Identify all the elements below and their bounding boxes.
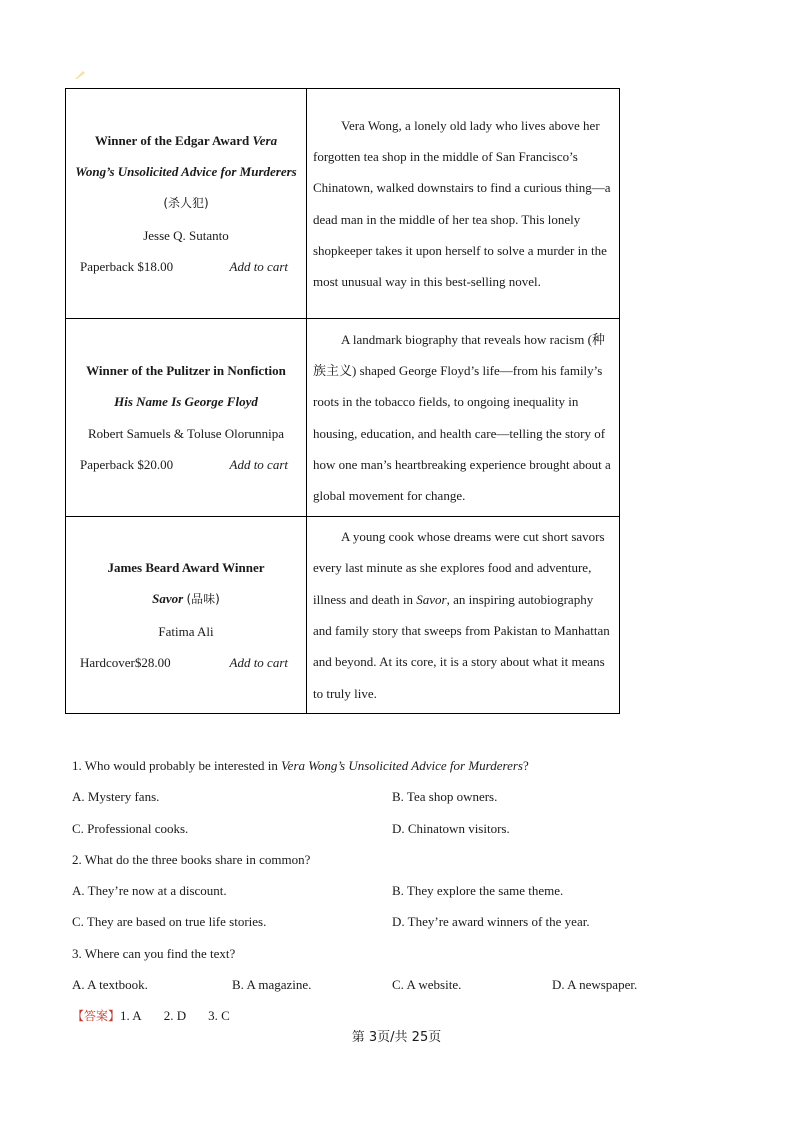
book-row-2	[66, 319, 620, 517]
q3-option-a: A. A textbook.	[72, 977, 148, 993]
question-1: 1. Who would probably be interested in Vera Wong’s Unsolicited Advice for Murderers?	[72, 758, 529, 773]
book-award: Winner of the Edgar Award	[94, 132, 250, 148]
book-info-2	[66, 319, 307, 517]
book-author: Robert Samuels & Toluse Olorunnipa	[88, 425, 284, 441]
book-description-3	[307, 517, 620, 714]
book-title: Savor	[152, 591, 184, 607]
book-info-1	[66, 89, 307, 319]
book-description: A landmark biography that reveals how racism (种族主义) shaped George Floyd’s life—from his family’s roots in the tobacco fields, to ongoing inequality in housing, education, and health care—telling the story of how one man’s heartbreaking experience brought about a global movement for change.	[313, 331, 611, 504]
book-row-1	[66, 89, 620, 319]
book-title-cn: (杀人犯)	[163, 196, 209, 211]
book-description-2	[307, 319, 620, 517]
question-3: 3. Where can you find the text?	[72, 945, 236, 961]
corner-mark-icon	[74, 68, 86, 80]
book-author: Fatima Ali	[158, 623, 214, 639]
q3-option-b: B. A magazine.	[232, 977, 312, 993]
books-table	[65, 88, 620, 714]
book-description-1	[307, 89, 620, 319]
book-award: Winner of the Pulitzer in Nonfiction	[86, 362, 286, 378]
q2-option-b: B. They explore the same theme.	[392, 883, 564, 899]
answer-item: 3. C	[208, 1008, 230, 1024]
question-2: 2. What do the three books share in common?	[72, 851, 311, 867]
book-author: Jesse Q. Sutanto	[143, 227, 229, 243]
book-price: Hardcover$28.00	[80, 654, 171, 670]
book-description: Vera Wong, a lonely old lady who lives above her forgotten tea shop in the middle of San Francisco’s Chinatown, walked downstairs to find a curious thing—a dead man in the middle of her tea shop. This lonely shopkeeper takes it upon herself to solve a murder in the most unusual way in this best-selling novel.	[313, 117, 611, 290]
book-award: James Beard Award Winner	[107, 559, 265, 575]
book-description: A young cook whose dreams were cut short savors every last minute as she explores food and adventure, illness and death in Savor, an inspiring autobiography and family story that sweeps from Pakistan to Manhattan and beyond. At its core, it is a story about what it means to truly live.	[313, 529, 610, 701]
q2-option-a: A. They’re now at a discount.	[72, 883, 227, 899]
add-to-cart-link[interactable]: Add to cart	[229, 258, 288, 274]
answer-label: 【答案】	[72, 1009, 121, 1024]
q3-option-c: C. A website.	[392, 977, 462, 993]
book-price: Paperback $20.00	[80, 456, 174, 472]
add-to-cart-link[interactable]: Add to cart	[229, 456, 288, 472]
book-price: Paperback $18.00	[80, 258, 174, 274]
add-to-cart-link[interactable]: Add to cart	[229, 654, 288, 670]
book-title-cn: (品味)	[186, 592, 220, 607]
q2-option-d: D. They’re award winners of the year.	[392, 914, 590, 930]
book-row-3	[66, 517, 620, 714]
q2-option-c: C. They are based on true life stories.	[72, 914, 267, 930]
q1-option-b: B. Tea shop owners.	[392, 789, 498, 805]
q1-option-a: A. Mystery fans.	[72, 789, 160, 805]
answer-item: 1. A	[120, 1008, 142, 1024]
answer-item: 2. D	[163, 1008, 187, 1024]
page-footer: 第 3页/共 25页	[351, 1030, 442, 1045]
q1-option-c: C. Professional cooks.	[72, 820, 189, 836]
questions-section	[72, 750, 712, 1032]
book-info-3	[66, 517, 307, 714]
book-title: His Name Is George Floyd	[114, 394, 258, 410]
q3-option-d: D. A newspaper.	[552, 977, 638, 993]
q1-option-d: D. Chinatown visitors.	[392, 820, 510, 836]
book-title: Vera Wong’s Unsolicited Advice for Murderers	[75, 132, 297, 180]
